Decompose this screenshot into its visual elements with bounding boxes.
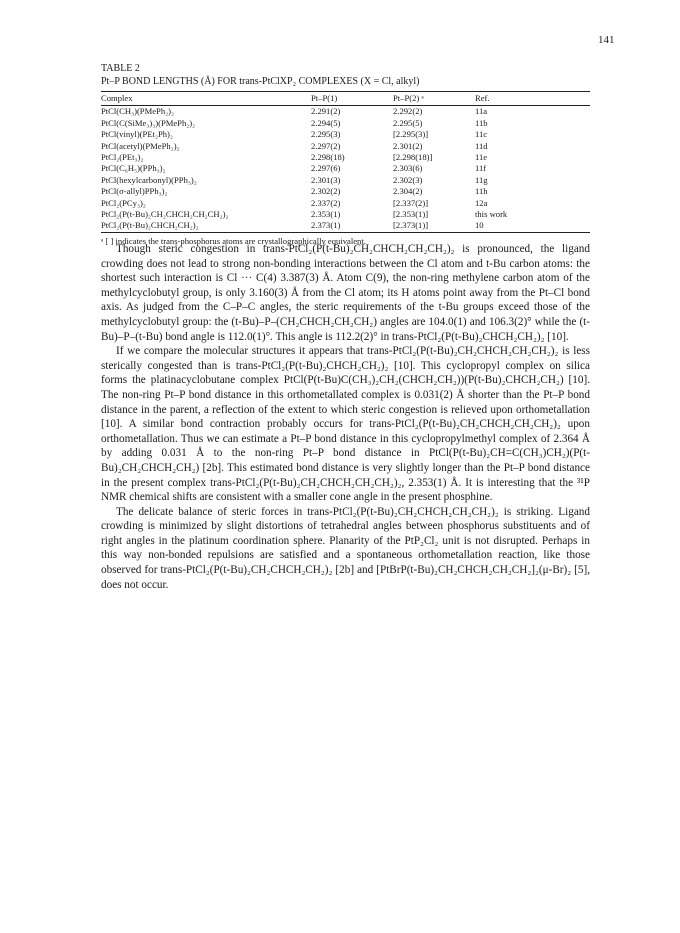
table-cell: 2.302(3) [393,174,423,185]
table-cell: PtCl₂(PCy₃)₂ [101,197,146,208]
page-number: 141 [598,34,615,46]
table-cell: [2.373(1)] [393,220,475,232]
table-row [101,106,590,118]
table-cell: 2.292(2) [393,106,423,117]
table-cell: 2.337(2) [311,197,341,208]
table-row [101,186,590,197]
table-cell: 12a [475,197,488,208]
paragraph: The delicate balance of steric forces in trans-PtCl₂(P(t-Bu)₂CH₂CHCH₂CH₂CH₂)₂ is striking. Ligand crowding is minimized by slight distortions of tetrahedral angles between phosphorus substituents and of right angles in the platinum coordination sphere. Planarity of the PtP₂Cl₂ unit is not disrupted. Perhaps in this way non-bonded repulsions are satisfied and a spontaneous orthometallation reaction, like those observed for trans-PtCl₂(P(t-Bu)₂CH₂CHCH₂CH₂)₂ [2b] and [PtBrP(t-Bu)₂CH₂CHCH₂CH₂CH₂]₂(μ-Br)₂ [5], does not occur. [101,505,590,591]
table-cell: 11b [475,117,488,128]
table-cell: PtCl₂(P(t-Bu)₂CH₂CHCH₂CH₂CH₂)₂ [101,209,229,220]
table-title: TABLE 2 [101,63,140,74]
table-cell: 11f [475,163,487,174]
column-header: Complex [101,92,311,106]
paragraph: Though steric congestion in trans-PtCl₂(P(t-Bu)₂CH₂CHCH₂CH₂CH₂)₂ is pronounced, the ligand crowding does not lead to strong non-bonding interactions between the Cl atom and t-Bu carbon atoms: the shortest such interaction is Cl ··· C(4) 3.387(3) Å. Atom C(9), the non-ring methylene carbon atom of the methylcyclobutyl group, is only 3.160(3) Å from the Cl atom; its H atoms point away from the Pt–Cl bond axis. As judged from the C–P–C angles, the steric requirements of the t-Bu groups exceed those of the methylcyclobutyl group: the (t-Bu)–P–(CH₂CHCH₂CH₂CH₂) angles are 104.0(1) and 106.3(2)° while the (t-Bu)–P–(t-Bu) bond angle is 112.0(1)°. This angle is 112.2(2)° in trans-PtCl₂(P(t-Bu)₂CHCH₂CH₂)₂ [10]. [101,243,590,343]
table-cell: 2.373(1) [311,220,393,232]
table-cell: PtCl(σ-allyl)PPh₃)₂ [101,186,168,197]
table-cell: 2.298(18) [311,152,345,163]
table-row [101,118,590,129]
table-cell: [2.295(3)] [393,129,429,140]
table-row [101,141,590,152]
table-cell: [2.298(18)] [393,152,433,163]
table-row [101,152,590,163]
table-cell: PtCl(vinyl)(PEt₂Ph)₂ [101,129,173,140]
table-row [101,220,590,232]
column-header: Pt–P(2) ᵃ [393,92,475,106]
table-row [101,163,590,174]
table-block [101,62,590,247]
table-cell: 2.301(2) [393,140,423,151]
table-cell: 2.297(6) [311,163,341,174]
table-cell: this work [475,209,508,220]
table-cell: [2.337(2)] [393,197,429,208]
table-cell: 2.294(5) [311,117,341,128]
column-header: Ref. [475,92,590,106]
table-caption: Pt–P BOND LENGTHS (Å) FOR trans-PtClXP₂ COMPLEXES (X = Cl, alkyl) [101,76,420,87]
paragraph: If we compare the molecular structures it appears that trans-PtCl₂(P(t-Bu)₂CH₂CHCH₂CH₂CH₂)₂ is less sterically congested than is trans-PtCl₂(P(t-Bu)₂CHCH₂CH₂)₂ [10]. This cyclopropyl complex on silica forms the platinacyclobutane complex PtCl(P(t-Bu)C(CH₃)₂CH₂(CHCH₂CH₂))(P(t-Bu)₂CHCH₂CH₂) [10]. The non-ring Pt–P bond distance in this orthometallated complex is 0.031(2) Å shorter than the Pt–P bond distance in the parent, a reflection of the extent to which steric congestion is relieved upon orthometallation [10]. A similar bond contraction probably occurs for trans-PtCl₂(P(t-Bu)₂CH₂CHCH₂CH₂CH₂)₂ upon orthometallation. Thus we can estimate a Pt–P bond distance in this cyclopropylmethyl complex of 2.364 Å by adding 0.031 Å to the non-ring Pt–P bond distance in PtCl(P(t-Bu)₂CH=C(CH₃)CH₂)(P(t-Bu)₂CH₂CHCH₂CH₂) [2b]. This estimated bond distance is very slightly longer than the Pt–P bond distance in the present complex trans-PtCl₂(P(t-Bu)₂CH₂CHCH₂CH₂CH₂)₂, 2.353(1) Å. It is interesting that the ³¹P NMR chemical shifts are consistent with a smaller cone angle in the present phosphine. [101,345,590,504]
table-cell: 2.297(2) [311,140,341,151]
bond-length-table [101,91,590,233]
table-cell: PtCl(CH₃)(PMePh₂)₂ [101,106,174,117]
table-cell: 2.302(2) [311,186,341,197]
table-cell: 11c [475,129,488,140]
table-cell: 2.304(2) [393,186,423,197]
table-cell: 2.303(6) [393,163,423,174]
table-cell: PtCl(C₆H₅)(PPh₃)₂ [101,163,166,174]
table-row [101,129,590,140]
table-cell: 2.295(5) [393,117,423,128]
table-cell: PtCl(acetyl)(PMePh₂)₂ [101,140,180,151]
table-body [101,106,590,232]
table-cell: 11g [475,174,488,185]
table-cell: PtCl₂(P(t-Bu)₂CHCH₂CH₂)₂ [101,220,311,232]
table-cell: PtCl(hexylcarbonyl)(PPh₃)₂ [101,174,197,185]
table-cell: 2.291(2) [311,106,341,117]
table-header-row [101,92,590,106]
table-cell: 11d [475,140,488,151]
table-row [101,209,590,220]
table-cell: PtCl₂(PEt₃)₂ [101,152,144,163]
table-cell: 11a [475,106,488,117]
table-cell: 2.301(3) [311,174,341,185]
table-cell: [2.353(1)] [393,209,429,220]
table-cell: 11h [475,186,488,197]
table-cell: 2.295(3) [311,129,341,140]
table-cell: PtCl(C(SiMe₃)₃)(PMePh₂)₂ [101,117,196,128]
table-cell: 11e [475,152,488,163]
table-row [101,175,590,186]
table-footnote: ᵃ [ ] indicates the trans-phosphorus atoms are crystallographically equivalent. [101,235,366,246]
table-cell: 10 [475,220,590,232]
body-text [101,242,590,592]
table-cell: 2.353(1) [311,209,341,220]
table-row [101,198,590,209]
column-header: Pt–P(1) [311,92,393,106]
